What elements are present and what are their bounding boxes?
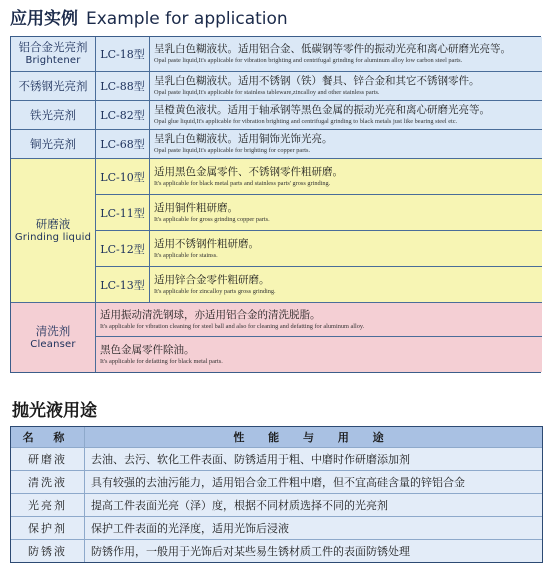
description-zh: 呈乳白色糊液状。适用不锈钢（铁）餐具、锌合金和其它不锈钢零件。 xyxy=(154,75,480,87)
description-en: Opal glue liquid,It's applicable for vibration brighting and centrifugal grinding to black metals just like bearing steel etc. xyxy=(154,118,458,125)
usage-name: 防锈液 xyxy=(11,540,85,562)
description-cell xyxy=(150,72,542,101)
usage-desc: 去油、去污、软化工件表面、防锈适用于粗、中磨时作研磨添加剂 xyxy=(91,453,410,466)
table-row xyxy=(11,540,542,562)
product-name-stainless xyxy=(11,72,96,101)
product-name-zh: 研磨液 xyxy=(35,216,71,231)
product-name-iron xyxy=(11,101,96,130)
description-cell xyxy=(150,231,542,267)
description-zh: 呈乳白色糊液状。适用铜饰光饰光亮。 xyxy=(154,133,333,145)
usage-desc: 具有较强的去油污能力，适用铝合金工件粗中磨，但不宜高硅含量的锌铝合金 xyxy=(91,476,465,489)
table-row xyxy=(11,448,542,471)
table-row xyxy=(11,494,542,517)
description-zh: 适用黑色金属零件、不锈钢零件粗研磨。 xyxy=(154,165,343,178)
header-usage: 性 能 与 用 途 xyxy=(233,431,394,444)
product-name-copper xyxy=(11,130,96,159)
application-table xyxy=(10,36,541,373)
table-row xyxy=(11,517,542,540)
product-name-en: Brightener xyxy=(25,55,81,66)
product-name-cleanser xyxy=(11,303,96,372)
table-row xyxy=(11,471,542,494)
usage-desc: 提高工件表面光亮（泽）度，根据不同材质选择不同的光亮剂 xyxy=(91,499,388,512)
product-name-zh: 不锈钢光亮剂 xyxy=(18,79,88,93)
description-zh: 黑色金属零件除油。 xyxy=(100,343,195,356)
model-cell: LC-13型 xyxy=(96,267,150,303)
description-cell xyxy=(96,303,542,337)
description-cell xyxy=(150,159,542,195)
usage-desc: 防锈作用，一般用于光饰后对某些易生锈材质工件的表面防锈处理 xyxy=(91,545,410,558)
description-cell xyxy=(150,267,542,303)
usage-name: 光亮剂 xyxy=(11,494,85,516)
model-cell: LC-88型 xyxy=(96,72,150,101)
usage-heading: 抛光液用途 xyxy=(12,401,97,421)
usage-table xyxy=(10,426,543,563)
model-cell: LC-68型 xyxy=(96,130,150,159)
model-cell: LC-12型 xyxy=(96,231,150,267)
description-en: It's applicable for stainss. xyxy=(154,251,218,259)
model-cell: LC-11型 xyxy=(96,195,150,231)
usage-name: 保护剂 xyxy=(11,517,85,539)
usage-desc: 保护工件表面的光泽度，适用光饰后浸液 xyxy=(91,522,289,535)
description-cell xyxy=(96,337,542,372)
product-name-en: Cleanser xyxy=(30,338,76,350)
product-name-en: Grinding liquid xyxy=(14,231,92,243)
heading-zh: 应用实例 xyxy=(10,9,78,29)
product-name-brightener xyxy=(11,37,96,72)
description-en: It's applicable for defatting for black metal parts. xyxy=(100,357,223,365)
product-name-zh: 铜光亮剂 xyxy=(30,137,76,151)
description-zh: 适用振动清洗钢球，亦适用铝合金的清洗脱脂。 xyxy=(100,308,321,321)
description-cell xyxy=(150,101,542,130)
description-zh: 适用不锈钢件粗研磨。 xyxy=(154,237,259,250)
description-zh: 适用铜件粗研磨。 xyxy=(154,201,238,214)
product-name-grinding xyxy=(11,159,96,303)
description-en: It's applicable for zincalloy parts gross grinding. xyxy=(154,287,276,295)
description-cell xyxy=(150,195,542,231)
description-en: Opal paste liquid,It's applicable for stainless tableware,zincalloy and other stainless parts. xyxy=(154,89,380,96)
description-en: It's applicable for gross grinding copper parts. xyxy=(154,215,270,223)
heading-en: Example for application xyxy=(86,9,288,29)
description-zh: 呈乳白色糊液状。适用铝合金、低碳钢等零件的振动光亮和离心研磨光亮等。 xyxy=(154,43,511,55)
description-zh: 适用锌合金零件粗研磨。 xyxy=(154,273,270,286)
description-en: It's applicable for vibration cleaning for steel ball and also for cleaning and defatting for aluminum alloy. xyxy=(100,322,365,330)
description-zh: 呈橙黄色液状。适用于轴承钢等黑色金属的振动光亮和离心研磨光亮等。 xyxy=(154,104,490,116)
product-name-zh: 铝合金光亮剂 xyxy=(18,40,88,54)
usage-name: 清洗液 xyxy=(11,471,85,493)
model-cell: LC-82型 xyxy=(96,101,150,130)
model-cell: LC-18型 xyxy=(96,37,150,72)
product-name-zh: 清洗剂 xyxy=(35,323,71,338)
description-en: Opal paste liquid,It's applicable for brighting for copper parts. xyxy=(154,147,311,154)
header-name: 名 称 xyxy=(11,427,85,447)
description-cell xyxy=(150,37,542,72)
page-heading xyxy=(10,4,288,30)
usage-table-header xyxy=(11,427,542,448)
model-cell: LC-10型 xyxy=(96,159,150,195)
description-cell xyxy=(150,130,542,159)
description-en: It's applicable for black metal parts and stainless parts' gross grinding. xyxy=(154,179,331,187)
description-en: Opal paste liquid,It's applicable for vibration brighting and centrifugal grinding for aluminum alloy low carbon steel parts. xyxy=(154,57,463,64)
product-name-zh: 铁光亮剂 xyxy=(30,108,76,122)
usage-name: 研磨液 xyxy=(11,448,85,470)
